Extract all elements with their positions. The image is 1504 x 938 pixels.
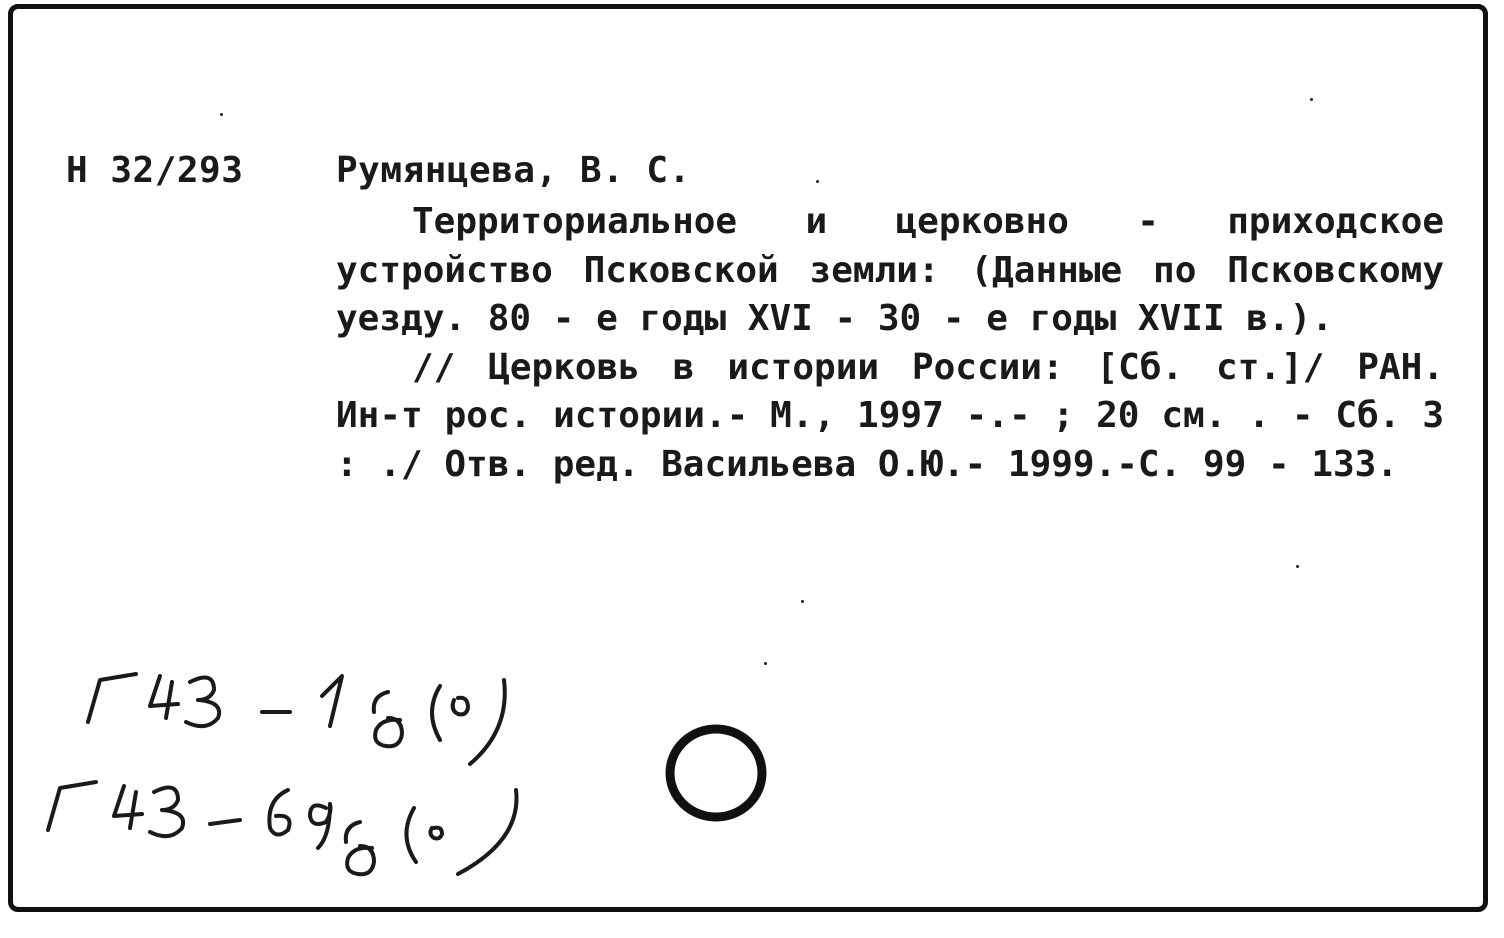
scan-speck (220, 113, 223, 116)
author-heading: Румянцева, В. С. (336, 150, 691, 191)
scan-speck (816, 180, 819, 183)
scan-speck (1296, 565, 1299, 568)
scan-speck (1310, 98, 1313, 101)
title-paragraph: Территориальное и церковно - приходское устройство Псковской земли: (Данные по Псковскому уезду. 80 - е годы XVI - 30 - е годы XVII в.). (336, 201, 1444, 339)
source-paragraph: // Церковь в истории России: [Сб. ст.]/ РАН. Ин-т рос. истории.- М., 1997 -.- ; 20 см. . - Сб. 3 : ./ Отв. ред. Васильева О.Ю.- 1999.-С. 99 - 133. (336, 346, 1444, 485)
scan-speck (801, 600, 804, 603)
scan-speck (764, 662, 767, 665)
shelfmark: Н 32/293 (66, 150, 244, 191)
circle-mark (670, 729, 762, 817)
